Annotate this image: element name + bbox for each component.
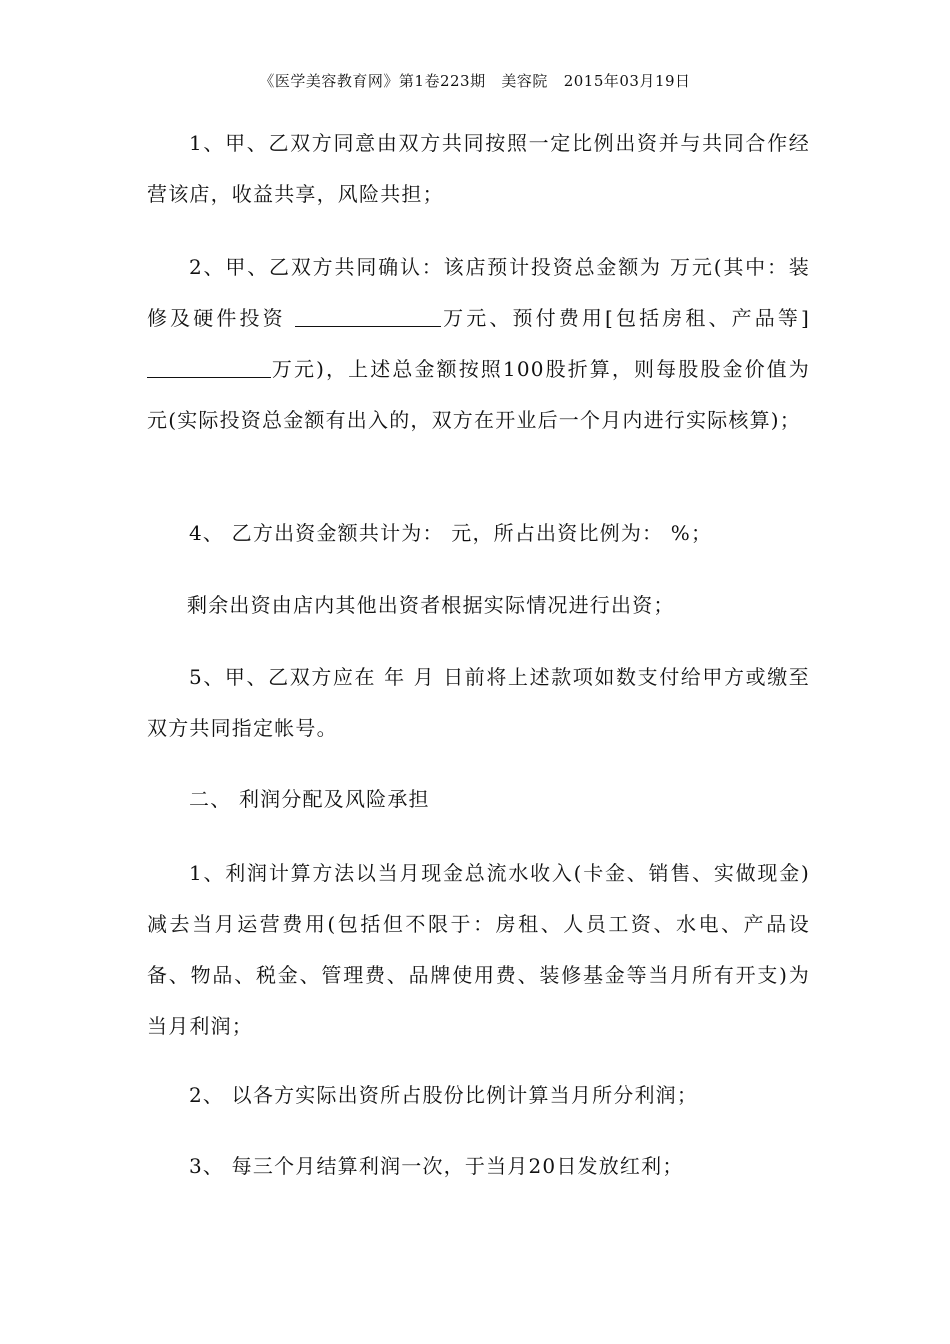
profit-clause-2 (147, 1070, 810, 1121)
clause-2 (147, 242, 810, 446)
section-2-heading (147, 774, 810, 825)
profit-clause-2-text: 2、 以各方实际出资所占股份比例计算当月所分利润； (189, 1083, 699, 1107)
clause-2-text-b: 万元、预付费用[包括房租、产品等] (441, 306, 810, 330)
clause-4-remainder-text: 剩余出资由店内其他出资者根据实际情况进行出资； (187, 593, 675, 617)
clause-4 (147, 508, 810, 559)
clause-2-text-a: 2、甲、乙双方共同确认：该店预计投资总金额为 万元(其中：装修及硬件投资 (147, 255, 810, 330)
page-header: 《医学美容教育网》第1卷223期 美容院 2015年03月19日 (259, 72, 691, 90)
clause-1 (147, 118, 810, 220)
clause-2-text-c: 万元)，上述总金额按照100股折算，则每股股金价值为 元(实际投资总金额有出入的，双方在开业后一个月内进行实际核算)； (147, 357, 810, 432)
clause-4-text: 4、 乙方出资金额共计为： 元，所占出资比例为： %； (189, 521, 713, 545)
clause-5-text: 5、甲、乙双方应在 年 月 日前将上述款项如数支付给甲方或缴至双方共同指定帐号。 (147, 665, 810, 740)
clause-1-text: 1、甲、乙双方同意由双方共同按照一定比例出资并与共同合作经营该店，收益共享，风险共担； (147, 131, 810, 206)
section-2-heading-text: 二、 利润分配及风险承担 (189, 787, 430, 811)
blank-line-hardware (295, 304, 441, 327)
blank-line-prepaid (147, 355, 271, 378)
clause-4-remainder (187, 580, 810, 631)
profit-clause-1-text: 1、利润计算方法以当月现金总流水收入(卡金、销售、实做现金)减去当月运营费用(包括但不限于：房租、人员工资、水电、产品设备、物品、税金、管理费、品牌使用费、装修基金等当月所有开支)为当月利润； (147, 861, 810, 1038)
profit-clause-3-text: 3、 每三个月结算利润一次，于当月20日发放红利； (189, 1154, 684, 1178)
profit-clause-3 (147, 1141, 810, 1192)
clause-5 (147, 652, 810, 754)
profit-clause-1 (147, 848, 810, 1052)
